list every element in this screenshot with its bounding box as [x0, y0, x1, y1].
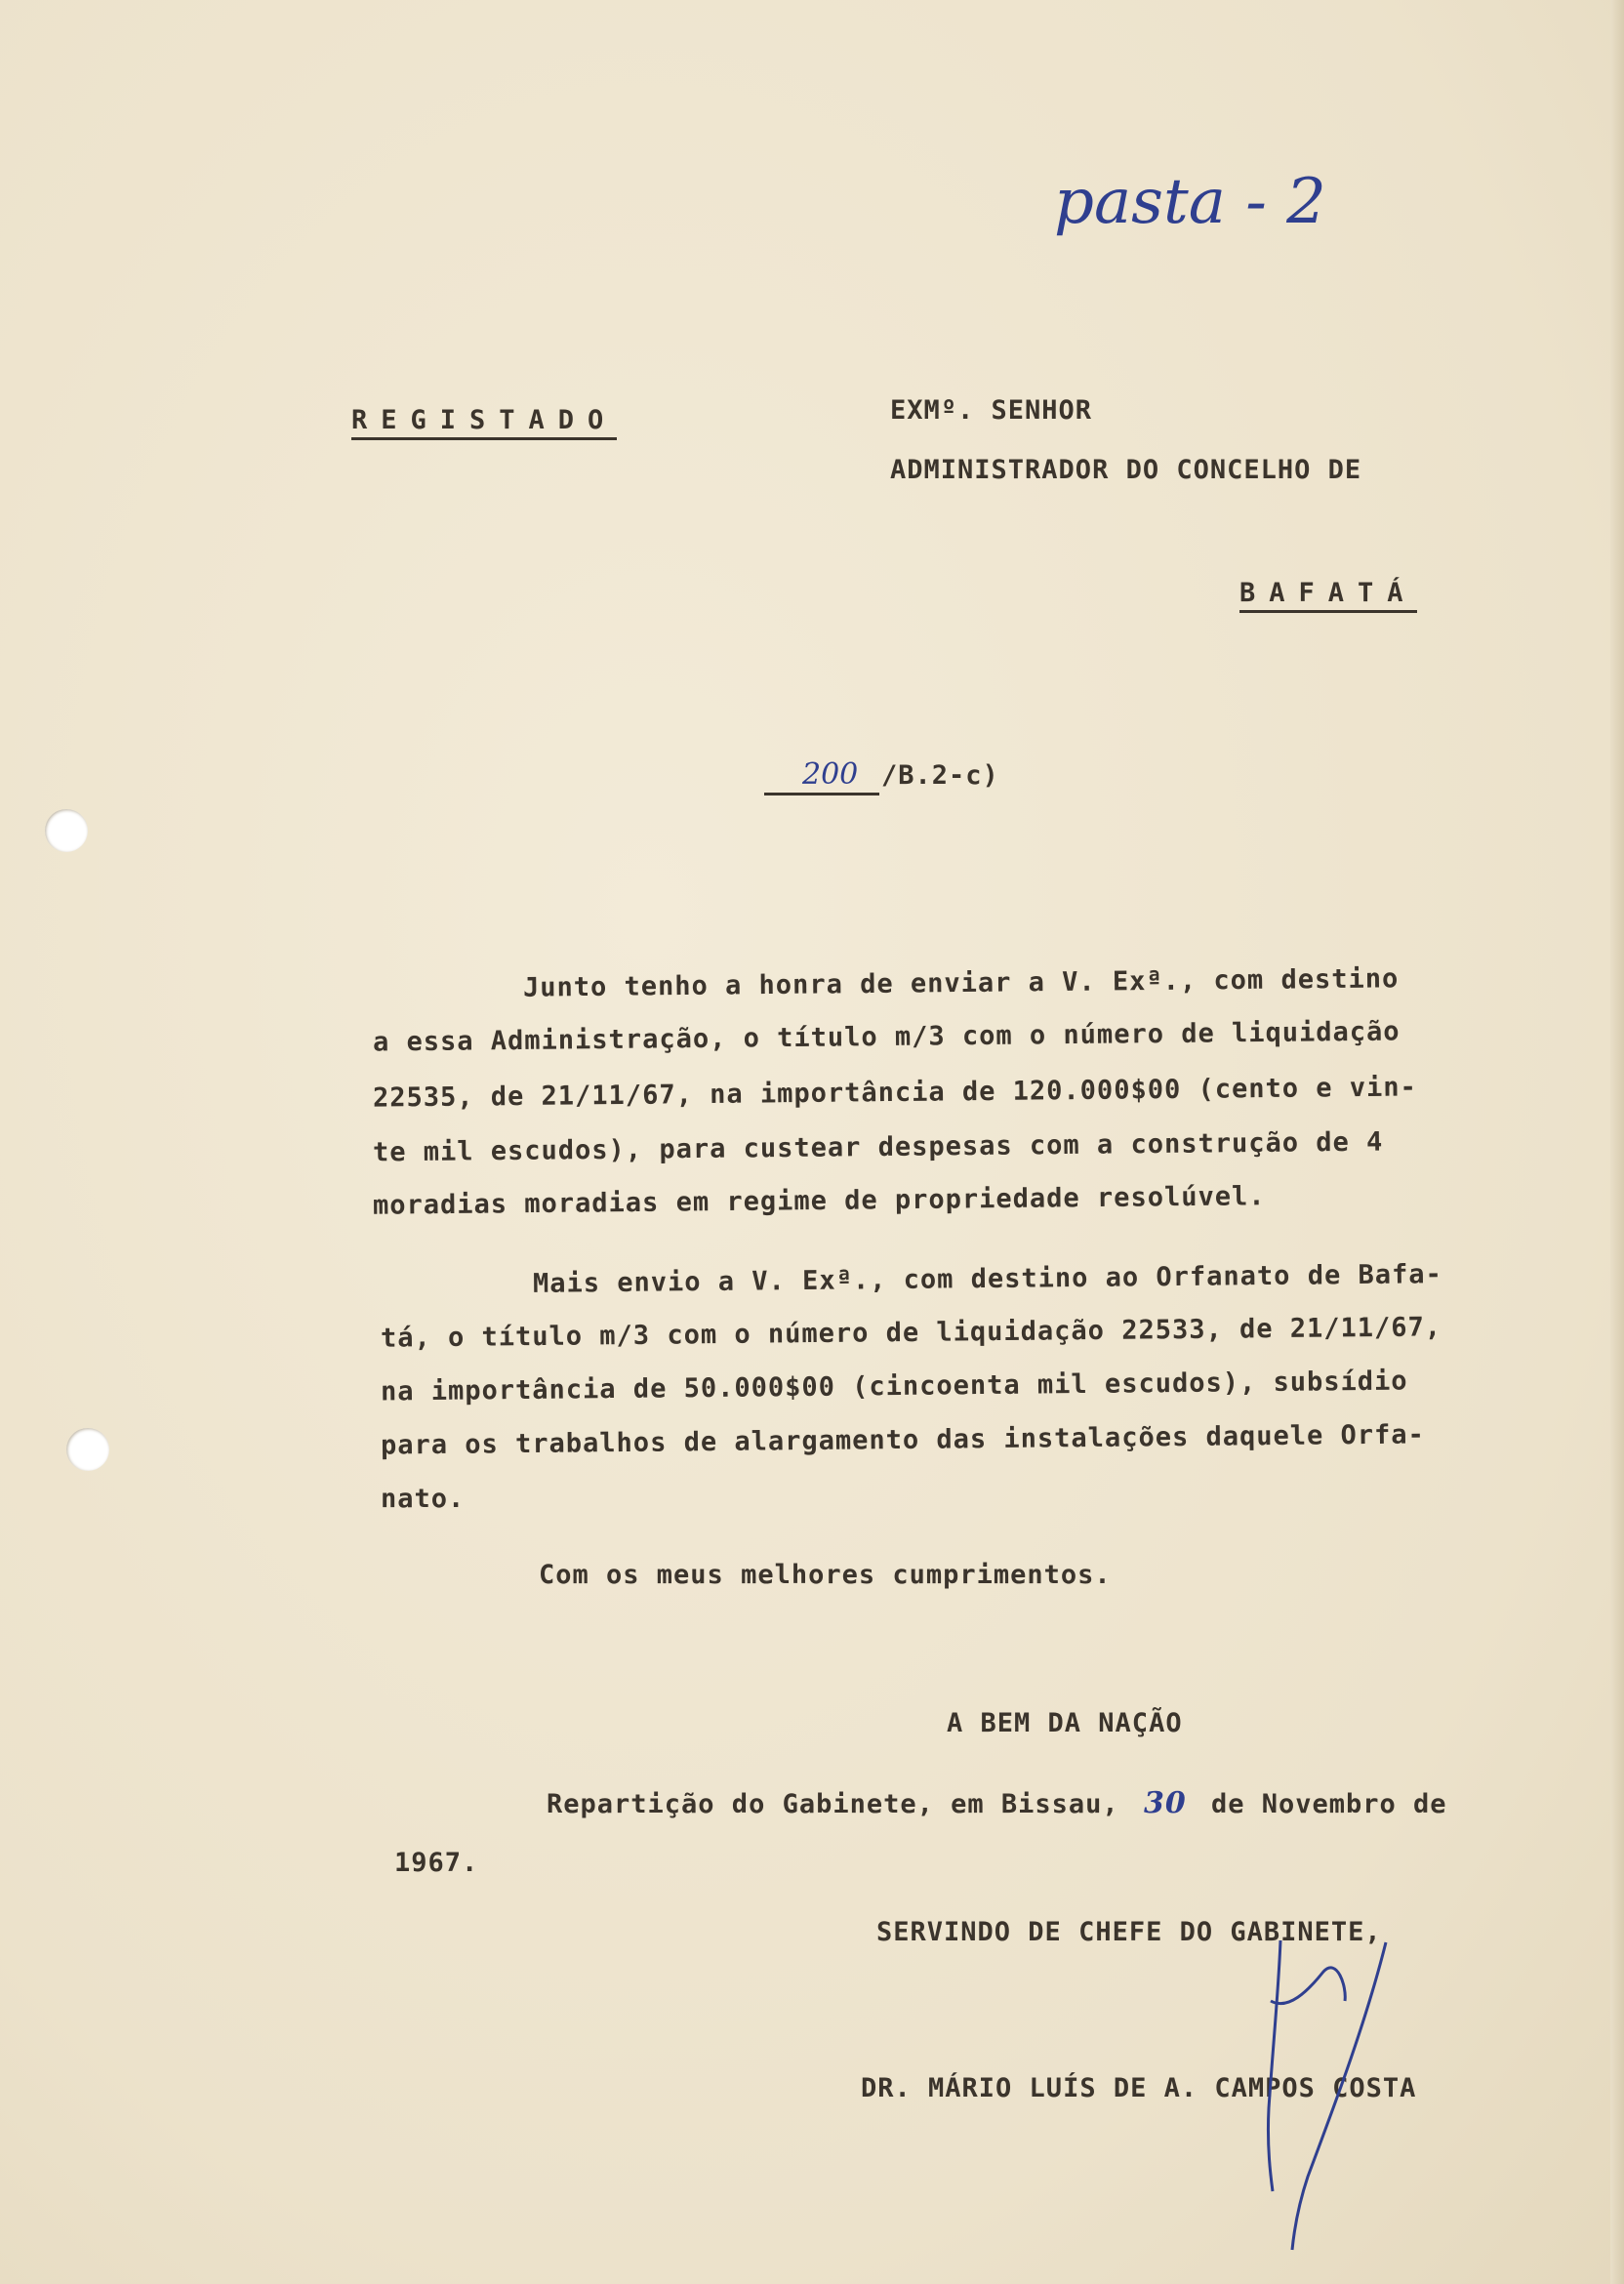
- registado-stamp: REGISTADO: [351, 405, 617, 440]
- closing-line: Com os meus melhores cumprimentos.: [539, 1560, 1112, 1590]
- motto: A BEM DA NAÇÃO: [947, 1708, 1183, 1738]
- dateline: [547, 1786, 1447, 1820]
- dateline-day: 30: [1143, 1786, 1187, 1820]
- paragraph-1-line: te mil escudos), para custear despesas com a construção de 4: [372, 1126, 1384, 1168]
- paragraph-1-line: a essa Administração, o título m/3 com o número de liquidação: [372, 1016, 1401, 1058]
- dateline-suffix: de Novembro de: [1210, 1789, 1447, 1819]
- paragraph-2-line: tá, o título m/3 com o número de liquidação 22533, de 21/11/67,: [380, 1312, 1442, 1354]
- paragraph-2-line: na importância de 50.000$00 (cincoenta mil escudos), subsídio: [380, 1366, 1408, 1407]
- year: 1967.: [394, 1848, 479, 1878]
- paragraph-2-line: para os trabalhos de alargamento das instalações daquele Orfa-: [380, 1419, 1425, 1461]
- reference-underline: [764, 793, 879, 795]
- paragraph-1-line: Junto tenho a honra de enviar a V. Exª., com destino: [522, 963, 1400, 1003]
- page-edge: [1610, 0, 1624, 2284]
- punch-hole: [66, 1428, 109, 1471]
- reference-code: /B.2-c): [881, 760, 999, 791]
- paragraph-1-line: moradias moradias em regime de propriedade resolúvel.: [372, 1181, 1266, 1221]
- salutation: EXMº. SENHOR: [890, 395, 1093, 426]
- handwritten-annotation: pasta - 2: [1054, 166, 1326, 238]
- recipient-line: ADMINISTRADOR DO CONCELHO DE: [890, 455, 1362, 485]
- paragraph-2-line: nato.: [381, 1484, 466, 1514]
- reference-number: 200: [802, 757, 859, 792]
- signature: [1249, 1933, 1405, 2255]
- paragraph-2-line: Mais envio a V. Exª., com destino ao Orfanato de Bafa-: [532, 1259, 1442, 1299]
- punch-hole: [45, 809, 88, 852]
- signatory-role: SERVINDO DE CHEFE DO GABINETE,: [876, 1917, 1382, 1947]
- dateline-prefix: Repartição do Gabinete, em Bissau,: [547, 1789, 1119, 1819]
- recipient-place: BAFATÁ: [1239, 578, 1417, 613]
- paragraph-1-line: 22535, de 21/11/67, na importância de 120.000$00 (cento e vin-: [372, 1072, 1417, 1114]
- signatory-name: DR. MÁRIO LUÍS DE A. CAMPOS COSTA: [861, 2073, 1417, 2103]
